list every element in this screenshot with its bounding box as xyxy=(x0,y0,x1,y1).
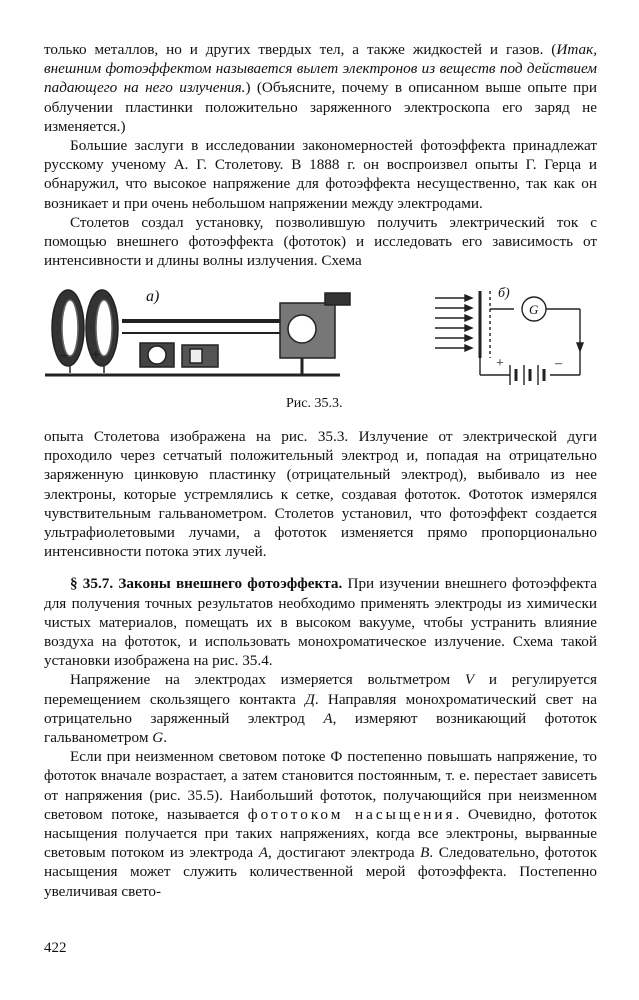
p6-c: . Направляя монохроматический свет на отрицательно заряженный электрод xyxy=(44,690,598,727)
fig-plus-left: + xyxy=(92,348,100,363)
p6-b: и регулируется перемещением скользящего контакта xyxy=(44,671,597,708)
p7-c: , достигают электрода xyxy=(267,844,421,862)
text-block-top xyxy=(44,40,597,270)
p7-d: . Следовательно, фототок насыщения может служить количественной мерой фотоэффекта. Постепенно увеличивая свето- xyxy=(44,844,597,900)
p7-e: А xyxy=(258,844,268,862)
p1-a: только металлов, но и других твердых тел, а также жидкостей и газов. ( xyxy=(44,41,557,58)
stoletov-apparatus-drawing xyxy=(45,290,350,375)
p6-g: G xyxy=(152,729,164,747)
p6-e: А xyxy=(323,709,333,727)
p6-v: V xyxy=(464,671,475,689)
section-heading: § 35.7. Законы внешнего фотоэффекта. xyxy=(70,575,343,593)
p6-f: , измеряют возникающий фототок гальванометром xyxy=(44,709,597,747)
paragraph-3: Столетов создал установку, позволившую получить электрический ток с помощью внешнего фотоэффекта (фототок) и исследовать его зависимость от интенсивности и длины волны излучения. Схема xyxy=(44,213,597,270)
paragraph-6 xyxy=(44,670,597,747)
fig-minus-left: – xyxy=(60,348,67,363)
p7-f: В xyxy=(420,844,430,862)
paragraph-1 xyxy=(44,40,597,136)
p6-h: . xyxy=(163,729,167,747)
paragraph-5 xyxy=(44,574,597,670)
figure-35-3 xyxy=(40,283,600,413)
p7-b: . Очевидно, фототок насыщения получается при таких напряжениях, когда все электроны, вырванные световым потоком из электрода xyxy=(44,805,598,862)
figure-caption: Рис. 35.3. xyxy=(286,396,343,411)
p5-body: При изучении внешнего фотоэффекта для получения точных результатов необходимо применять электроды из химически чистых материалов, помещать их в высоком вакууме, чтобы устранить влияние воздуха на фототок, и использовать монохроматическое излучение. Схема такой установки изображена на рис. 35.4. xyxy=(44,575,597,670)
p6-a: Напряжение на электродах измеряется вольтметром xyxy=(70,671,465,689)
text-block-bottom xyxy=(44,427,597,901)
fig-minus-right: – xyxy=(555,356,562,371)
galvanometer-symbol: G xyxy=(529,302,539,317)
paragraph-2: Большие заслуги в исследовании закономерностей фотоэффекта принадлежат русскому ученому А. Г. Столетову. В 1888 г. он воспроизвел опыты Г. Герца и обнаружил, что высокое напряжение для фотоэффекта несущественно, так как он возникает и при очень небольшом напряжении между электродами. xyxy=(44,137,597,212)
p7-term: фототоком насыщения xyxy=(247,805,456,823)
p7-a: Если при неизменном световом потоке Ф постепенно повышать напряжение, то фототок вначале возрастает, а затем становится постоянным, т. е. перестает зависеть от напряжения (рис. 35.5). Наибольший фототок, получающийся при неизменном световом потоке, называется xyxy=(44,748,597,823)
paragraph-7 xyxy=(44,747,597,901)
fig-label-a: а) xyxy=(146,288,160,305)
p1-definition: Итак, внешним фотоэффектом называется вылет электронов из веществ под действием падающего на него излучения. xyxy=(44,41,597,97)
p1-c: ) (Объясните, почему в описанном выше опыте при облучении пластинки положительно заряженного электроскопа его заряд не изменяется.) xyxy=(44,79,597,135)
paragraph-4: опыта Столетова изображена на рис. 35.3. Излучение от электрической дуги проходило через сетчатый положительный электрод и, попадая на отрицательно заряженную цинковую пластинку (отрицательный электрод), выбивало из нее электроны, которые устремлялись к сетке, создавая фототок. Фототок измерялся чувствительным гальванометром. Столетов установил, что фотоэффект создается ультрафиолетовыми лучами, а фототок изменяется прямо пропорционально интенсивности потока этих лучей. xyxy=(44,428,597,561)
p6-d: Д xyxy=(305,690,315,708)
fig-label-b: б) xyxy=(498,286,510,301)
page-number: 422 xyxy=(44,940,67,956)
fig-plus-right: + xyxy=(496,356,504,371)
